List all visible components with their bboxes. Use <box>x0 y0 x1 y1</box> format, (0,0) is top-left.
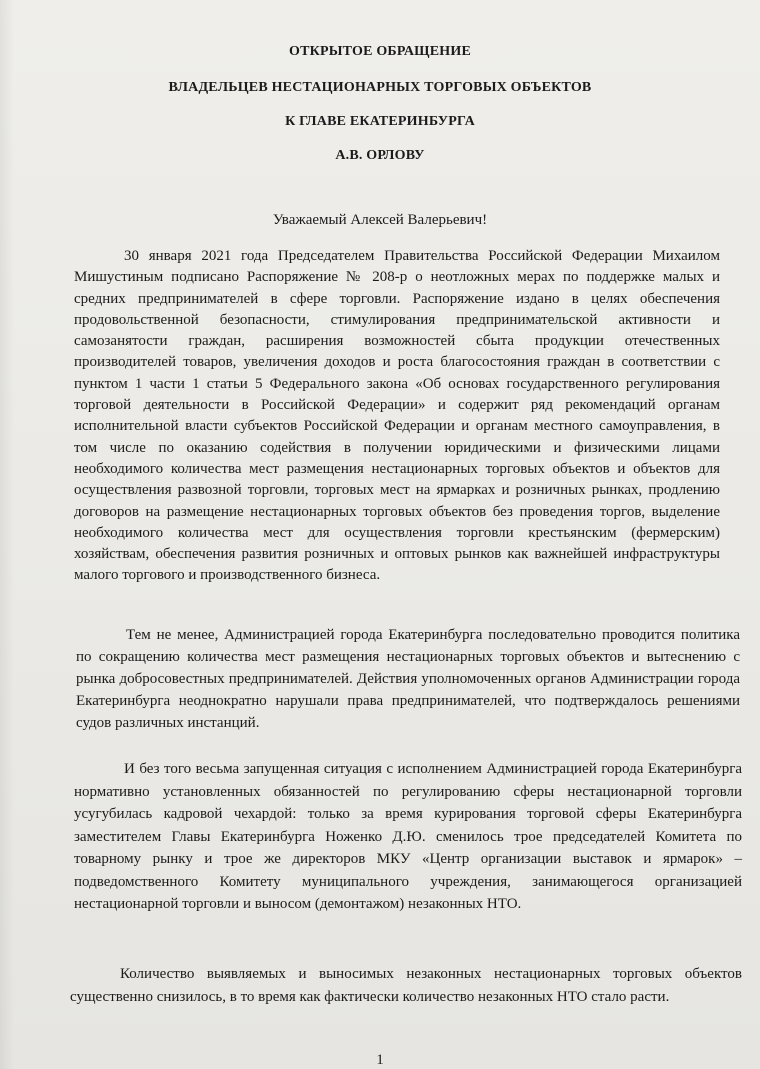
page-number: 1 <box>376 1052 384 1068</box>
salutation: Уважаемый Алексей Валерьевич! <box>272 212 488 228</box>
document-subtitle-name: А.В. ОРЛОВУ <box>335 148 425 163</box>
document-subtitle-senders: ВЛАДЕЛЬЦЕВ НЕСТАЦИОНАРНЫХ ТОРГОВЫХ ОБЪЕКТОВ <box>168 80 592 95</box>
paragraph-4: Количество выявляемых и выносимых незаконных нестационарных торговых объектов существенно снизилось, в то время как фактически количество незаконных НТО стало расти. <box>70 966 742 1005</box>
paragraph-3: И без того весьма запущенная ситуация с исполнением Администрацией города Екатеринбурга нормативно установленных обязанностей по регулированию сферы нестационарной торговли усугубилась кадровой чехардой: только за время курирования торговой сферы Екатеринбурга заместителем Главы Екатеринбурга Ноженко Д.Ю. сменилось трое председателей Комитета по товарному рынку и трое же директоров МКУ «Центр организации выставок и ярмарок» – подведомственного Комитету муниципального учреждения, занимающегося организацией нестационарной торговли и выносом (демонтажом) незаконных НТО. <box>74 761 742 912</box>
paragraph-2: Тем не менее, Администрацией города Екатеринбурга последовательно проводится политика по сокращению количества мест размещения нестационарных торговых объектов и вытеснению с рынка добросовестных предпринимателей. Действия уполномоченных органов Администрации города Екатеринбурга неоднократно нарушали права предпринимателей, что подтверждалось решениями судов различных инстанций. <box>76 627 740 731</box>
paragraph-1: 30 января 2021 года Председателем Правительства Российской Федерации Михаилом Мишустиным подписано Распоряжение № 208-р о неотложных мерах по поддержке малых и средних предпринимателей в сфере торговли. Распоряжение издано в целях обеспечения продовольственной безопасности, стимулирования предпринимательской активности и самозанятости граждан, расширения возможностей сбыта продукции отечественных производителей товаров, увеличения доходов и роста благосостояния граждан в соответствии с пунктом 1 части 1 статьи 5 Федерального закона «Об основах государственного регулирования торговой деятельности в Российской Федерации» и содержит ряд рекомендаций органам исполнительной власти субъектов Российской Федерации и органам местного самоуправления, в том числе по оказанию содействия в получении юридическими и физическими лицами необходимого количества мест размещения нестационарных торговых объектов и объектов для осуществления развозной торговли, торговых мест на ярмарках и розничных рынках, продлению договоров на размещение нестационарных торговых объектов без проведения торгов, выделение необходимого количества мест для осуществления торговли крестьянским (фермерским) хозяйствам, обеспечения развития розничных и оптовых рынков как важнейшей инфраструктуры малого торгового и производственного бизнеса. <box>74 248 720 584</box>
document-title: ОТКРЫТОЕ ОБРАЩЕНИЕ <box>288 44 471 59</box>
document-subtitle-addressee: К ГЛАВЕ ЕКАТЕРИНБУРГА <box>285 114 475 129</box>
